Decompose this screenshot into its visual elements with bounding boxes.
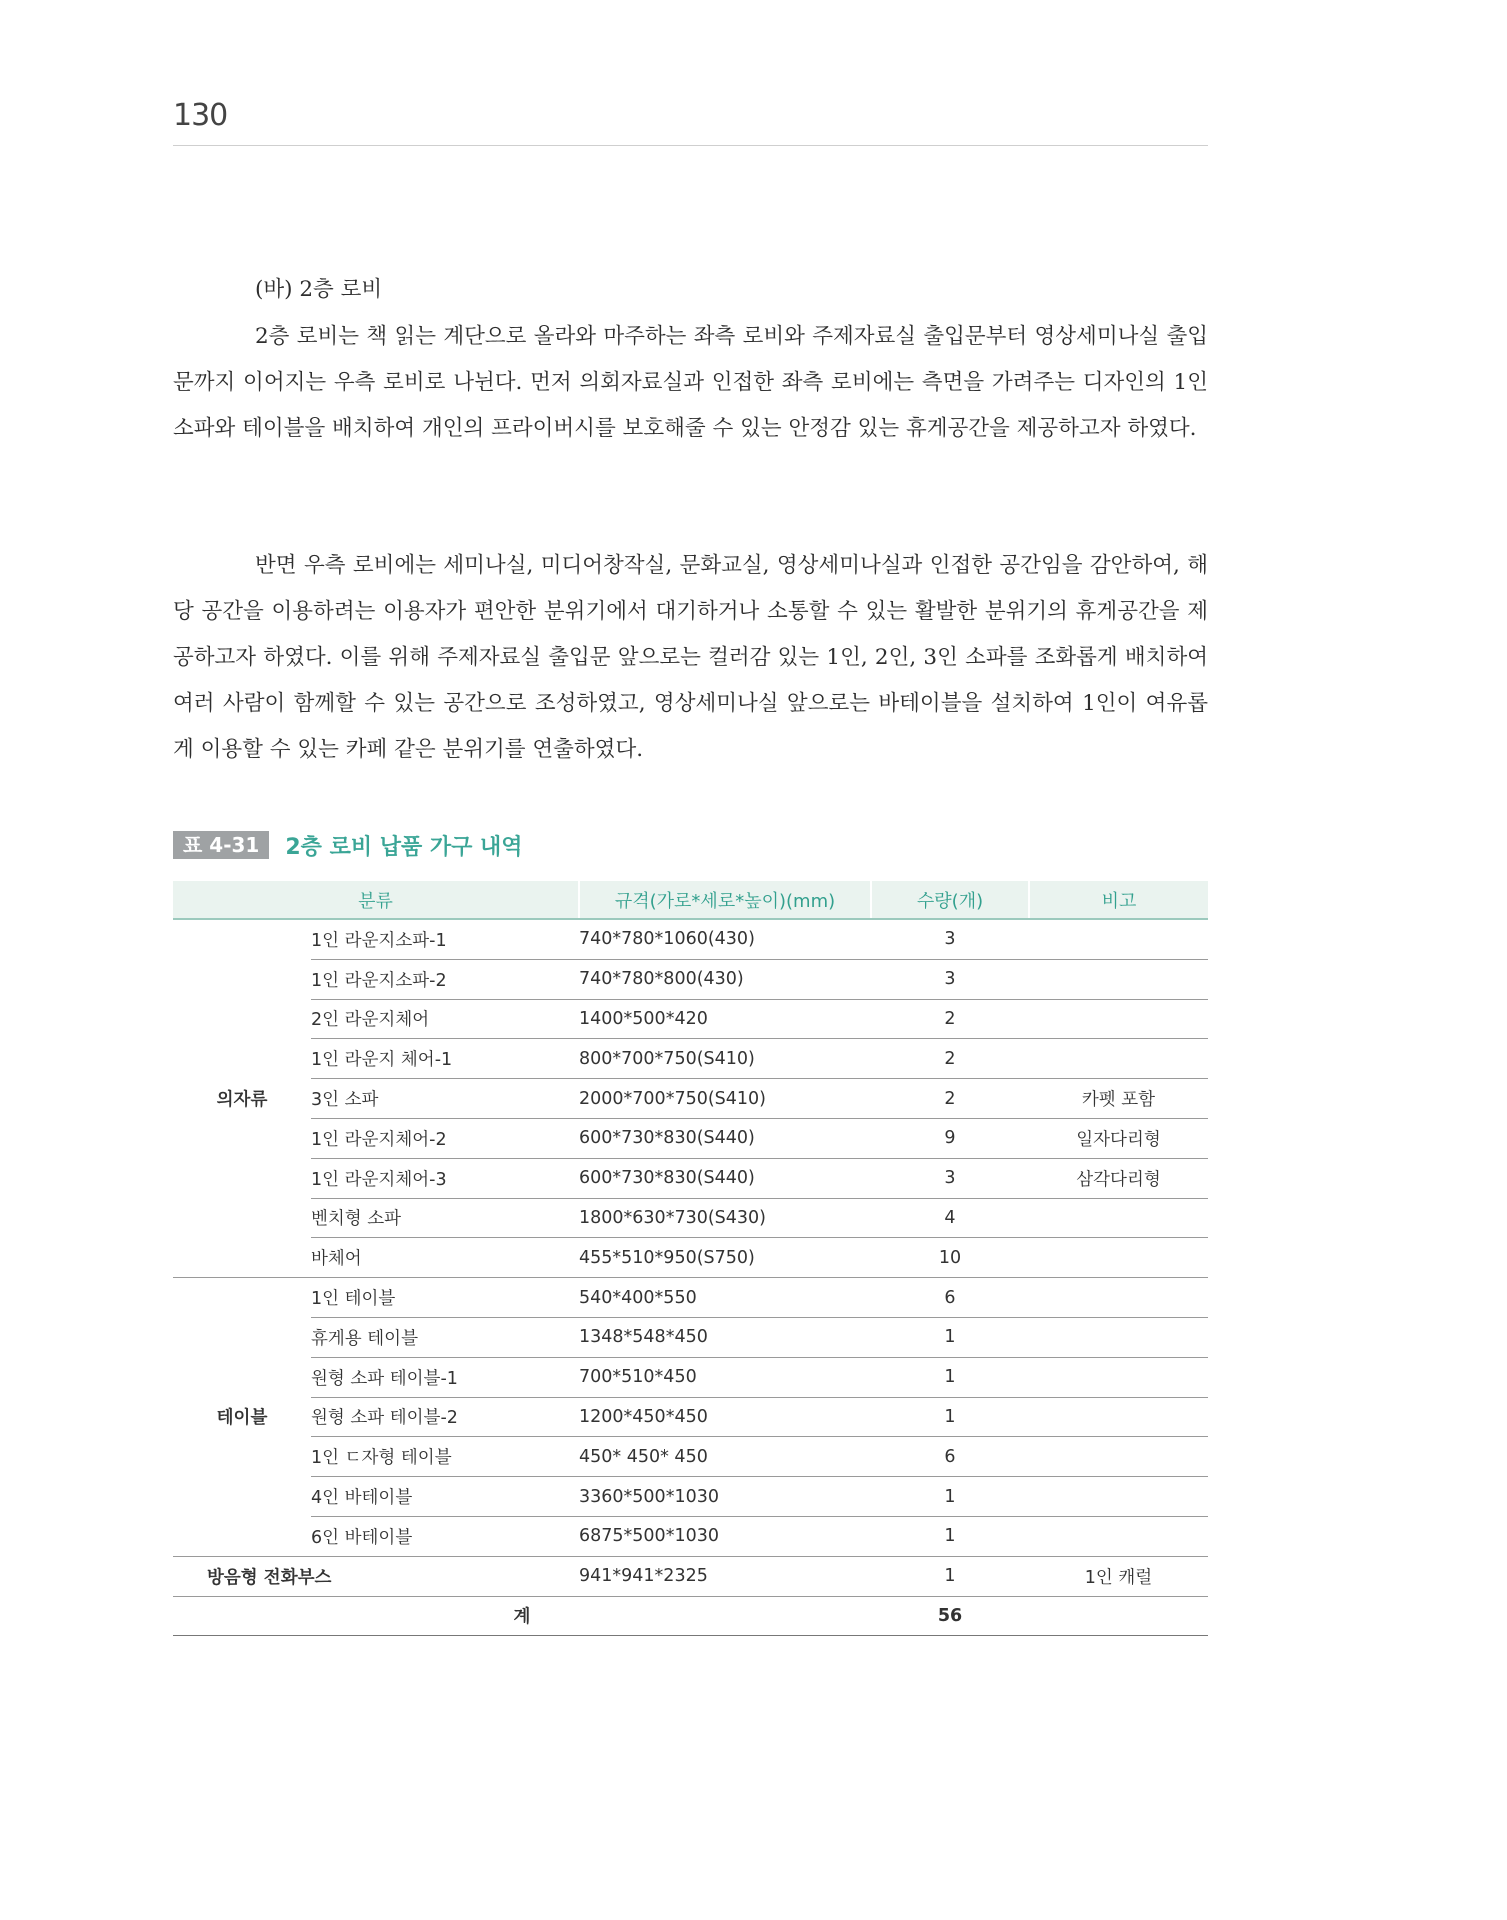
- item-note: [1029, 1397, 1208, 1437]
- item-note: 일자다리형: [1029, 1118, 1208, 1158]
- item-spec: 800*700*750(S410): [579, 1039, 871, 1079]
- total-row: [173, 1596, 1208, 1636]
- table-label: 표 4-31: [173, 831, 269, 859]
- item-qty: 6: [871, 1278, 1029, 1318]
- paragraph-1-block: [173, 314, 1208, 452]
- item-note: [1029, 919, 1208, 959]
- table-row: [173, 1397, 1208, 1437]
- item-note: [1029, 1477, 1208, 1517]
- item-name: 바체어: [311, 1238, 579, 1278]
- category-chairs: 의자류: [173, 919, 311, 1278]
- item-spec: 1200*450*450: [579, 1397, 871, 1437]
- table-row: [173, 919, 1208, 959]
- table-row: [173, 1437, 1208, 1477]
- item-qty: 2: [871, 999, 1029, 1039]
- item-qty: 3: [871, 1158, 1029, 1198]
- item-note: [1029, 1516, 1208, 1556]
- item-qty: 1: [871, 1556, 1029, 1596]
- table-row: [173, 1039, 1208, 1079]
- item-qty: 1: [871, 1397, 1029, 1437]
- item-note: 1인 캐럴: [1029, 1556, 1208, 1596]
- item-qty: 3: [871, 959, 1029, 999]
- item-name: 벤치형 소파: [311, 1198, 579, 1238]
- table-row: [173, 1079, 1208, 1119]
- item-spec: 1800*630*730(S430): [579, 1198, 871, 1238]
- item-name: 2인 라운지체어: [311, 999, 579, 1039]
- table-row: [173, 1477, 1208, 1517]
- item-spec: 2000*700*750(S410): [579, 1079, 871, 1119]
- item-spec: 600*730*830(S440): [579, 1118, 871, 1158]
- item-qty: 1: [871, 1317, 1029, 1357]
- paragraph-1: 2층 로비는 책 읽는 계단으로 올라와 마주하는 좌측 로비와 주제자료실 출입문부터 영상세미나실 출입문까지 이어지는 우측 로비로 나뉜다. 먼저 의회자료실과 인접한 좌측 로비에는 측면을 가려주는 디자인의 1인 소파와 테이블을 배치하여 개인의 프라이버시를 보호해줄 수 있는 안정감 있는 휴게공간을 제공하고자 하였다.: [173, 324, 1208, 441]
- item-note: [1029, 1317, 1208, 1357]
- item-note: [1029, 1198, 1208, 1238]
- item-note: [1029, 1039, 1208, 1079]
- item-name: 1인 라운지체어-3: [311, 1158, 579, 1198]
- total-note: [1029, 1596, 1208, 1636]
- table-row: [173, 1158, 1208, 1198]
- item-qty: 10: [871, 1238, 1029, 1278]
- item-spec: 455*510*950(S750): [579, 1238, 871, 1278]
- page-number: 130: [173, 98, 228, 133]
- item-name: 1인 ㄷ자형 테이블: [311, 1437, 579, 1477]
- table-row: [173, 999, 1208, 1039]
- item-note: [1029, 1238, 1208, 1278]
- item-qty: 1: [871, 1477, 1029, 1517]
- item-spec: 450* 450* 450: [579, 1437, 871, 1477]
- item-qty: 1: [871, 1516, 1029, 1556]
- item-spec: 700*510*450: [579, 1357, 871, 1397]
- table-row: [173, 1198, 1208, 1238]
- table-row: [173, 1357, 1208, 1397]
- item-spec: 6875*500*1030: [579, 1516, 871, 1556]
- table-row: [173, 1516, 1208, 1556]
- item-spec: 540*400*550: [579, 1278, 871, 1318]
- item-note: 삼각다리형: [1029, 1158, 1208, 1198]
- item-qty: 2: [871, 1079, 1029, 1119]
- item-name: 1인 라운지소파-1: [311, 919, 579, 959]
- item-name: 1인 테이블: [311, 1278, 579, 1318]
- category-tables: 테이블: [173, 1278, 311, 1557]
- item-note: [1029, 1437, 1208, 1477]
- table-row: [173, 1317, 1208, 1357]
- item-name: 3인 소파: [311, 1079, 579, 1119]
- furniture-table: [173, 881, 1208, 1636]
- item-note: [1029, 1357, 1208, 1397]
- item-name: 1인 라운지소파-2: [311, 959, 579, 999]
- header-note: 비고: [1029, 881, 1208, 919]
- total-qty: 56: [871, 1596, 1029, 1636]
- item-qty: 9: [871, 1118, 1029, 1158]
- category-booth: 방음형 전화부스: [173, 1556, 579, 1596]
- item-qty: 4: [871, 1198, 1029, 1238]
- item-qty: 2: [871, 1039, 1029, 1079]
- item-name: 1인 라운지체어-2: [311, 1118, 579, 1158]
- total-label: 계: [173, 1596, 871, 1636]
- item-spec: 740*780*800(430): [579, 959, 871, 999]
- table-header-row: [173, 881, 1208, 919]
- item-name: 6인 바테이블: [311, 1516, 579, 1556]
- section-heading: (바) 2층 로비: [255, 277, 383, 302]
- item-name: 휴게용 테이블: [311, 1317, 579, 1357]
- table-row: [173, 1556, 1208, 1596]
- item-name: 원형 소파 테이블-1: [311, 1357, 579, 1397]
- item-note: [1029, 1278, 1208, 1318]
- table-caption: [173, 831, 523, 859]
- item-qty: 1: [871, 1357, 1029, 1397]
- header-category: 분류: [173, 881, 579, 919]
- table-row: [173, 1238, 1208, 1278]
- item-note: 카펫 포함: [1029, 1079, 1208, 1119]
- table-row: [173, 959, 1208, 999]
- paragraph-2: 반면 우측 로비에는 세미나실, 미디어창작실, 문화교실, 영상세미나실과 인접한 공간임을 감안하여, 해당 공간을 이용하려는 이용자가 편안한 분위기에서 대기하거나 소통할 수 있는 활발한 분위기의 휴게공간을 제공하고자 하였다. 이를 위해 주제자료실 출입문 앞으로는 컬러감 있는 1인, 2인, 3인 소파를 조화롭게 배치하여 여러 사람이 함께할 수 있는 공간으로 조성하였고, 영상세미나실 앞으로는 바테이블을 설치하여 1인이 여유롭게 이용할 수 있는 카페 같은 분위기를 연출하였다.: [173, 553, 1208, 762]
- item-spec: 1400*500*420: [579, 999, 871, 1039]
- item-name: 4인 바테이블: [311, 1477, 579, 1517]
- header-rule: [173, 145, 1208, 146]
- header-spec: 규격(가로*세로*높이)(mm): [579, 881, 871, 919]
- item-spec: 600*730*830(S440): [579, 1158, 871, 1198]
- item-qty: 3: [871, 919, 1029, 959]
- item-spec: 1348*548*450: [579, 1317, 871, 1357]
- item-spec: 740*780*1060(430): [579, 919, 871, 959]
- header-qty: 수량(개): [871, 881, 1029, 919]
- item-qty: 6: [871, 1437, 1029, 1477]
- item-name: 원형 소파 테이블-2: [311, 1397, 579, 1437]
- item-note: [1029, 959, 1208, 999]
- item-spec: 941*941*2325: [579, 1556, 871, 1596]
- table-row: [173, 1278, 1208, 1318]
- item-spec: 3360*500*1030: [579, 1477, 871, 1517]
- item-note: [1029, 999, 1208, 1039]
- item-name: 1인 라운지 체어-1: [311, 1039, 579, 1079]
- table-row: [173, 1118, 1208, 1158]
- paragraph-2-block: [173, 543, 1208, 773]
- table-title: 2층 로비 납품 가구 내역: [285, 834, 523, 860]
